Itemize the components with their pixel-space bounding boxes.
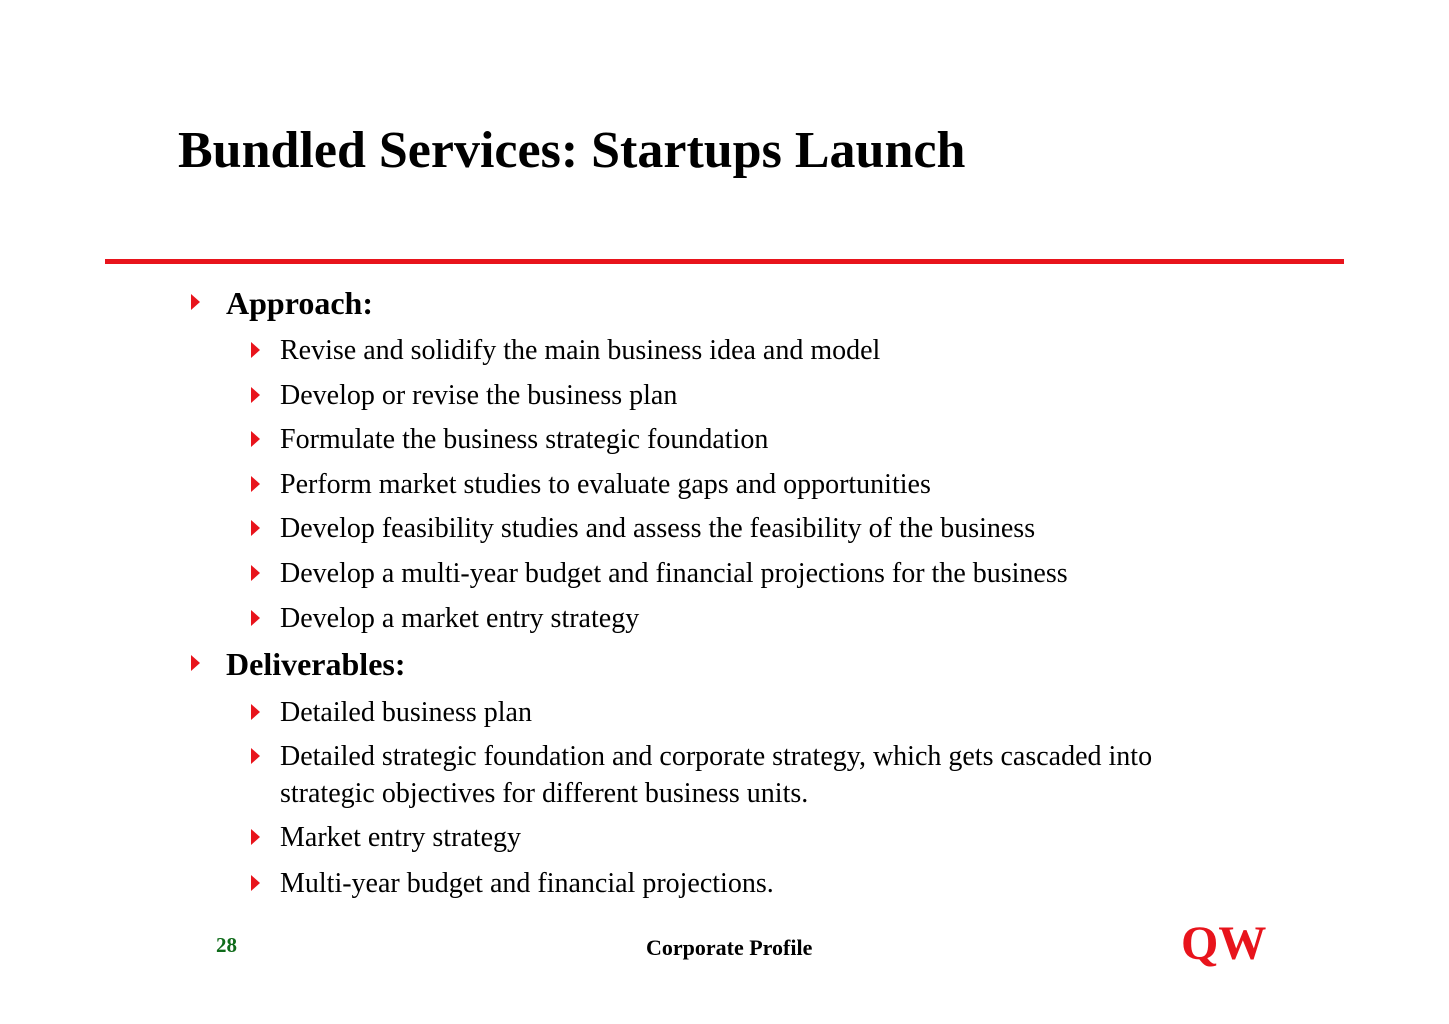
triangle-right-icon [251,387,260,403]
triangle-right-icon [251,431,260,447]
triangle-right-icon [191,655,200,671]
triangle-right-icon [251,565,260,581]
approach-item-text: Develop a market entry strategy [280,603,640,634]
deliverables-item-text-continued: strategic objectives for different business units. [280,778,809,809]
approach-heading: Approach: [226,285,373,321]
triangle-right-icon [251,476,260,492]
approach-item-text: Perform market studies to evaluate gaps and opportunities [280,469,931,500]
slide-title: Bundled Services: Startups Launch [178,122,966,179]
deliverables-item-text: Market entry strategy [280,822,522,853]
triangle-right-icon [251,342,260,358]
triangle-right-icon [191,294,200,310]
page-number: 28 [216,933,237,957]
triangle-right-icon [251,520,260,536]
deliverables-heading: Deliverables: [226,646,406,682]
triangle-right-icon [251,748,260,764]
triangle-right-icon [251,610,260,626]
footer-label: Corporate Profile [646,935,813,960]
deliverables-item-text: Detailed business plan [280,697,532,728]
company-logo: QW [1181,917,1267,970]
triangle-right-icon [251,704,260,720]
triangle-right-icon [251,829,260,845]
deliverables-item-text: Multi-year budget and financial projections. [280,868,774,899]
approach-item-text: Develop or revise the business plan [280,380,678,411]
approach-item-text: Revise and solidify the main business idea and model [280,335,881,366]
approach-item-text: Develop feasibility studies and assess the feasibility of the business [280,513,1036,544]
deliverables-item-text: Detailed strategic foundation and corporate strategy, which gets cascaded into [280,741,1153,772]
approach-item-text: Formulate the business strategic foundation [280,424,769,455]
title-divider [105,259,1344,264]
triangle-right-icon [251,875,260,891]
approach-item-text: Develop a multi-year budget and financial projections for the business [280,558,1068,589]
